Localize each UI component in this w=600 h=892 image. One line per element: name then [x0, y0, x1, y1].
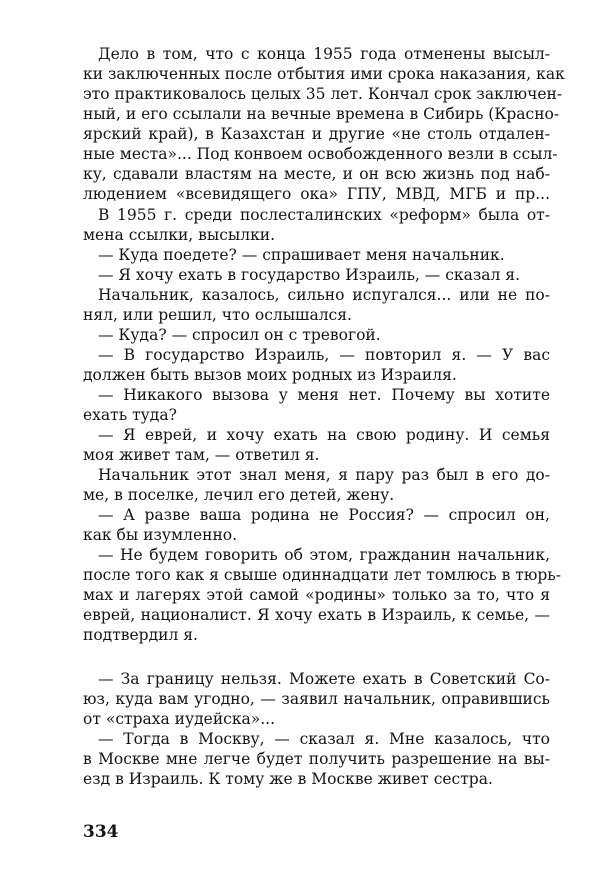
- text-line: в Москве мне легче будет получить разрешение на вы-: [83, 750, 550, 768]
- text-line: — В государство Израиль, — повторил я. — У вас: [98, 346, 550, 364]
- text-line: людением «всевидящего ока» ГПУ, МВД, МГБ и пр...: [83, 185, 550, 203]
- text-line: ные места»... Под конвоем освобожденного везли в ссыл-: [83, 145, 558, 163]
- page-number: 334: [83, 822, 119, 842]
- text-line: ехать туда?: [83, 406, 177, 424]
- text-line: как бы изумленно.: [83, 526, 238, 544]
- text-line: должен быть вызов моих родных из Израиля.: [83, 366, 457, 384]
- text-line: Начальник этот знал меня, я пару раз был в его до-: [98, 466, 550, 484]
- text-line: Начальник, казалось, сильно испугался... или не по-: [98, 286, 550, 304]
- text-line: Дело в том, что с конца 1955 года отменены высыл-: [98, 45, 550, 63]
- text-line: — А разве ваша родина не Россия? — спросил он,: [98, 506, 550, 524]
- text-line: юз, куда вам угодно, — заявил начальник, оправившись: [83, 690, 550, 708]
- text-line: от «страха иудейска»...: [83, 710, 276, 728]
- text-line: ный, и его ссылали на вечные времена в Сибирь (Красно-: [83, 105, 560, 123]
- text-line: подтвердил я.: [83, 626, 198, 644]
- text-line: ки заключенных после отбытия ими срока наказания, как: [83, 65, 565, 83]
- text-line: после того как я свыше одиннадцати лет томлюсь в тюрь-: [83, 566, 561, 584]
- text-line: — Никакого вызова у меня нет. Почему вы хотите: [98, 386, 550, 404]
- text-line: — Тогда в Москву, — сказал я. Мне казалось, что: [98, 730, 550, 748]
- text-line: ку, сдавали властям на месте, и он всю жизнь под наб-: [83, 165, 550, 183]
- text-line: нял, или решил, что ослышался.: [83, 306, 352, 324]
- text-line: — Я хочу ехать в государство Израиль, — сказал я.: [98, 266, 521, 284]
- text-line: ярский край), в Казахстан и другие «не столь отдален-: [83, 125, 550, 143]
- text-line: В 1955 г. среди послесталинских «реформ» была от-: [98, 206, 550, 224]
- text-line: мах и лагерях этой самой «родины» только за то, что я: [83, 586, 550, 604]
- text-line: — Я еврей, и хочу ехать на свою родину. И семья: [98, 426, 550, 444]
- text-line: — За границу нельзя. Можете ехать в Советский Со-: [98, 670, 550, 688]
- text-line: моя живет там, — ответил я.: [83, 446, 320, 464]
- text-line: это практиковалось целых 35 лет. Кончал срок заключен-: [83, 85, 563, 103]
- text-line: езд в Израиль. К тому же в Москве живет сестра.: [83, 770, 493, 788]
- text-line: — Куда? — спросил он с тревогой.: [98, 326, 381, 344]
- text-line: еврей, националист. Я хочу ехать в Израиль, к семье, —: [83, 606, 550, 624]
- text-line: — Куда поедете? — спрашивает меня начальник.: [98, 246, 505, 264]
- text-line: ме, в поселке, лечил его детей, жену.: [83, 486, 395, 504]
- text-line: мена ссылки, высылки.: [83, 226, 276, 244]
- text-line: — Не будем говорить об этом, гражданин начальник,: [98, 546, 550, 564]
